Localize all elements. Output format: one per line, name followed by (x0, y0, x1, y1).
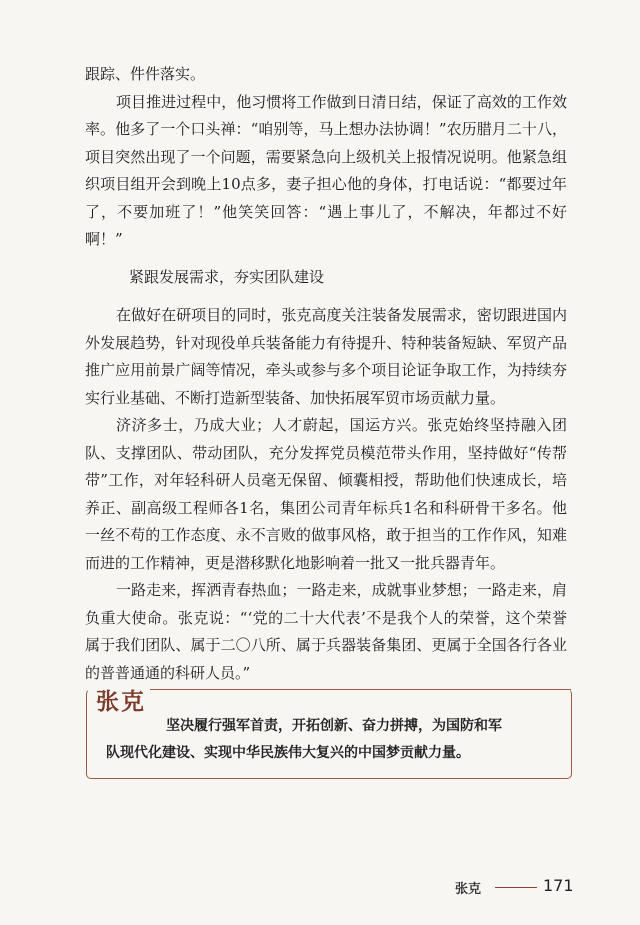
quote-line-1: 坚决履行强军首责，开拓创新、奋力拼搏，为国防和军 (166, 718, 502, 734)
page-footer (455, 876, 575, 898)
paragraph-3: 在做好在研项目的同时，张克高度关注装备发展需求，密切跟进国内外发展趋势，针对现役单兵装备能力有待提升、特种装备短缺、军贸产品推广应用前景广阔等情况，牵头或参与多个项目论证争取工作，为持续夯实行业基础、不断打造新型装备、加快拓展军贸市场贡献力量。 (85, 306, 567, 407)
section-heading: 紧跟发展需求，夯实团队建设 (129, 267, 325, 286)
quote-line-2: 队现代化建设、实现中华民族伟大复兴的中国梦贡献力量。 (106, 745, 470, 761)
footer-rule (495, 887, 537, 888)
paragraph-2: 项目推进过程中，他习惯将工作做到日清日结，保证了高效的工作效率。他多了一个口头禅：“咱别等，马上想办法协调！”农历腊月二十八，项目突然出现了一个问题，需要紧急向上级机关上报情况说明。他紧急组织项目组开会到晚上10点多，妻子担心他的身体，打电话说：“都要过年了，不要加班了！”他笑笑回答：“遇上事儿了，不解决，年都过不好啊！” (85, 92, 567, 248)
body-text (85, 61, 567, 687)
quote-frame-top-rule (150, 689, 571, 690)
quote-title: 张克 (96, 689, 146, 715)
paragraph-5: 一路走来，挥洒青春热血；一路走来，成就事业梦想；一路走来，肩负重大使命。张克说：“‘党的二十大代表’不是我个人的荣誉，这个荣誉属于我们团队、属于二〇八所、属于兵器装备集团、更属于全国各行各业的普普通通的科研人员。” (85, 581, 567, 682)
paragraph-1: 跟踪、件件落实。 (85, 65, 206, 83)
quote-text (106, 713, 556, 767)
page-number: 171 (543, 876, 574, 895)
paragraph-4: 济济多士，乃成大业；人才蔚起，国运方兴。张克始终坚持融入团队、支撑团队、带动团队，充分发挥党员模范带头作用，坚持做好“传帮带”工作，对年轻科研人员毫无保留、倾囊相授，帮助他们快速成长，培养正、副高级工程师各1名，集团公司青年标兵1名和科研骨干多名。他一丝不苟的工作态度、永不言败的做事风格，敢于担当的工作作风，知难而进的工作精神，更是潜移默化地影响着一批又一批兵器青年。 (85, 416, 567, 572)
footer-running-head: 张克 (455, 882, 482, 897)
quote-box (86, 683, 572, 783)
